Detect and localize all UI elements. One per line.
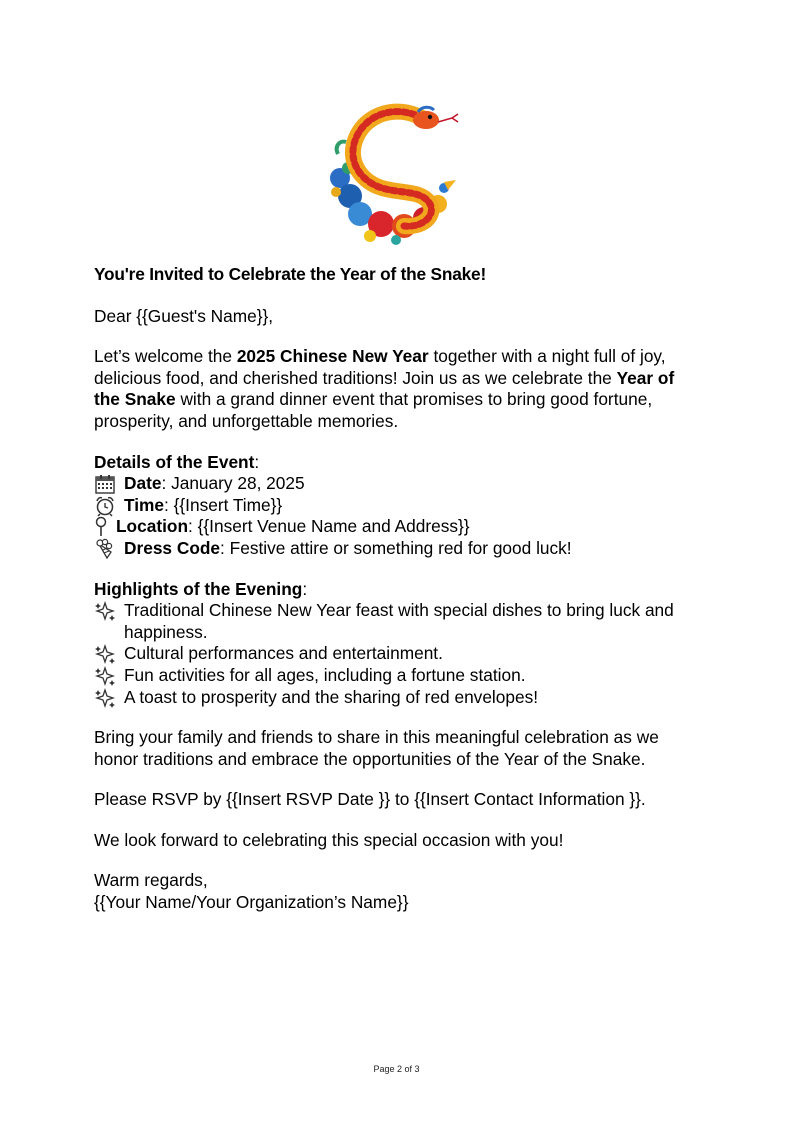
highlight-item: A toast to prosperity and the sharing of red envelopes! [94,687,704,709]
bouquet-icon [94,538,116,559]
detail-location: Location: {{Insert Venue Name and Address}} [94,516,704,538]
sparkles-icon [94,600,116,621]
highlight-item: Traditional Chinese New Year feast with special dishes to bring luck and happiness. [94,600,704,643]
detail-time: Time: {{Insert Time}} [94,495,704,517]
detail-date: Date: January 28, 2025 [94,473,704,495]
page-title: You're Invited to Celebrate the Year of the Snake! [94,264,487,284]
page-number: Page 2 of 3 [373,1064,420,1074]
details-heading: Details of the Event: [94,451,260,472]
signoff: Warm regards, [94,870,208,891]
detail-dress-code: Dress Code: Festive attire or something red for good luck! [94,538,704,560]
highlight-item: Cultural performances and entertainment. [94,643,704,665]
sparkles-icon [94,687,116,708]
closing-line: We look forward to celebrating this special occasion with you! [94,829,564,850]
rsvp-line: Please RSVP by {{Insert RSVP Date }} to {{Insert Contact Information }}. [94,789,646,810]
highlights-heading: Highlights of the Evening: [94,578,308,599]
invitation-document [94,264,704,914]
intro-paragraph: Let’s welcome the 2025 Chinese New Year together with a night full of joy, delicious food, and cherished traditions! Join us as we celebrate the Year of the Snake with a grand dinner event that promises to bring good fortune, prosperity, and unforgettable memories. [94,346,675,431]
sparkles-icon [94,643,116,664]
round-pushpin-icon [94,516,108,537]
sparkles-icon [94,665,116,686]
signature: {{Your Name/Your Organization’s Name}} [94,892,409,913]
highlight-item: Fun activities for all ages, including a fortune station. [94,665,704,687]
bring-paragraph: Bring your family and friends to share in this meaningful celebration as we honor traditions and embrace the opportunities of the Year of the Snake. [94,727,659,769]
alarm-clock-icon [94,495,116,516]
calendar-icon [94,473,116,494]
greeting: Dear {{Guest's Name}}, [94,305,274,326]
snake-emblem-icon [326,96,462,246]
